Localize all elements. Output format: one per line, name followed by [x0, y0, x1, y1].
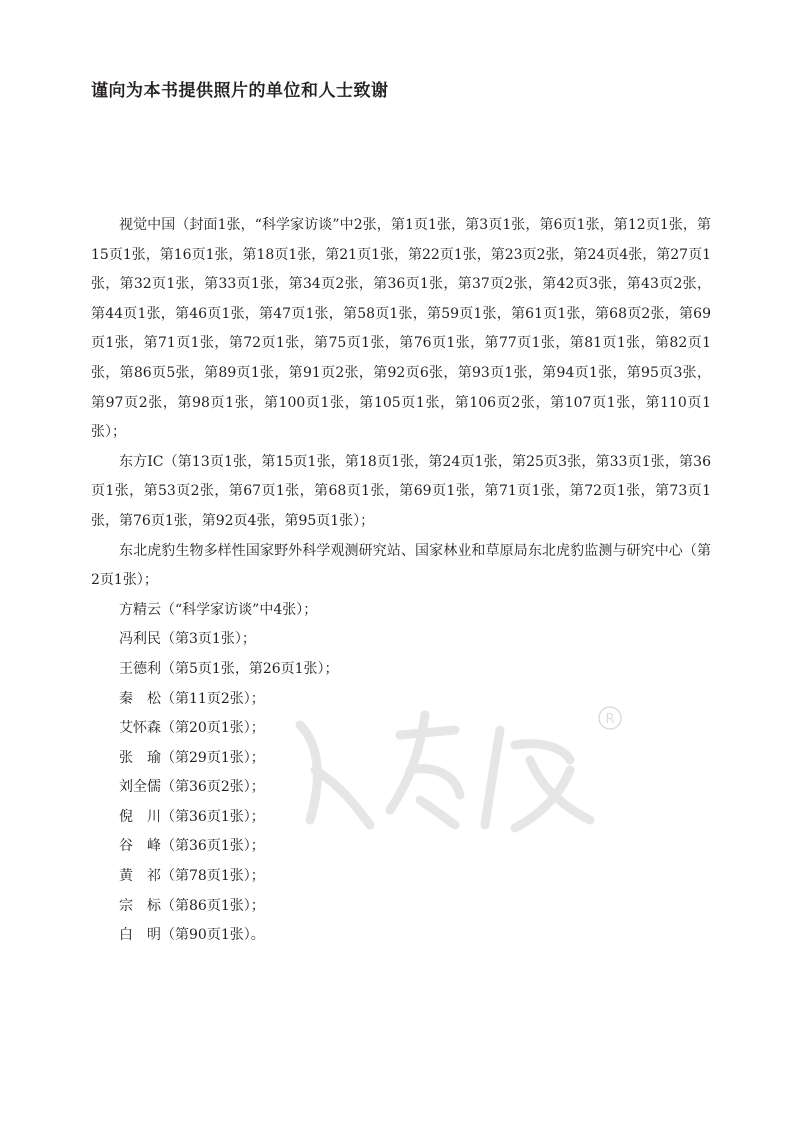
entry-person: 艾怀森（第20页1张）； — [119, 720, 265, 737]
entry-person: 倪 川（第36页1张）； — [119, 808, 265, 825]
acknowledgement-list — [91, 211, 711, 951]
entry-person: 白 明（第90页1张）。 — [119, 927, 265, 944]
entry-person: 谷 峰（第36页1张）； — [119, 838, 265, 855]
entry-dongfang-ic: 东方IC（第13页1张，第15页1张，第18页1张，第24页1张，第25页3张，第33页1张，第36页1张，第53页2张，第67页1张，第68页1张，第69页1张，第71页1张，第72页1张，第73页1张，第76页1张，第92页4张，第95页1张）； — [91, 453, 711, 529]
entry-person: 张 瑜（第29页1张）； — [119, 749, 265, 766]
entry-person: 秦 松（第11页2张）； — [119, 690, 265, 707]
entry-person: 方精云（“科学家访谈”中4张）； — [119, 601, 318, 618]
entry-person: 冯利民（第3页1张）； — [119, 631, 256, 648]
entry-person: 宗 标（第86页1张）； — [119, 897, 265, 914]
svg-text:R: R — [605, 712, 615, 727]
entry-visual-china: 视觉中国（封面1张，“科学家访谈”中2张，第1页1张，第3页1张，第6页1张，第12页1张，第15页1张，第16页1张，第18页1张，第21页1张，第22页1张，第23页2张，第24页4张，第27页1张，第32页1张，第33页1张，第34页2张，第36页1张，第37页2张，第42页3张，第43页2张，第44页1张，第46页1张，第47页1张，第58页1张，第59页1张，第61页1张，第68页2张，第69页1张，第71页1张，第72页1张，第75页1张，第76页1张，第77页1张，第81页1张，第82页1张，第86页5张，第89页1张，第91页2张，第92页6张，第93页1张，第94页1张，第95页3张，第97页2张，第98页1张，第100页1张，第105页1张，第106页2张，第107页1张，第110页1张）； — [91, 217, 711, 441]
entry-person: 王德利（第5页1张，第26页1张）； — [119, 660, 339, 677]
entry-tiger-leopard-station: 东北虎豹生物多样性国家野外科学观测研究站、国家林业和草原局东北虎豹监测与研究中心（第2页1张）； — [91, 542, 711, 589]
page-title: 谨向为本书提供照片的单位和人士致谢 — [91, 81, 389, 101]
entry-person: 刘全儒（第36页2张）； — [119, 779, 265, 796]
entry-person: 黄 祁（第78页1张）； — [119, 868, 265, 885]
